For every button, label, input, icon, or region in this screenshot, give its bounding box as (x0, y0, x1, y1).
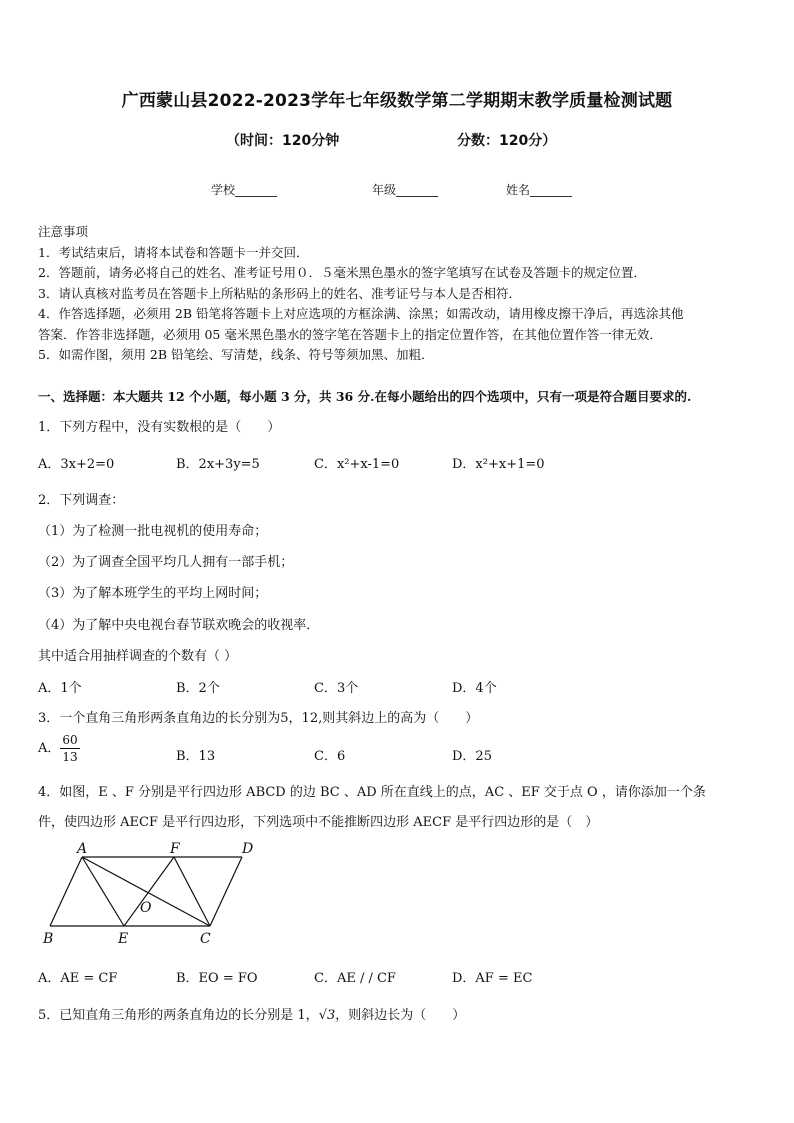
label-F: F (170, 841, 180, 857)
q1-option-d: D．x²+x+1=0 (452, 457, 545, 472)
section-heading: 一、选择题：本大题共 12 个小题，每小题 3 分，共 36 分.在每小题给出的四个选项中，只有一项是符合题目要求的. (38, 389, 692, 404)
q2-item: （1）为了检测一批电视机的使用寿命； (38, 524, 268, 539)
page-title: 广西蒙山县2022-2023学年七年级数学第二学期期末教学质量检测试题 (121, 91, 673, 111)
q4-line1: 4．如图，E 、F 分别是平行四边形 ABCD 的边 BC 、AD 所在直线上的点，AC 、EF 交于点 O ，请你添加一个条 (38, 785, 706, 800)
q5-stem-after: ，则斜边长为（ ） (335, 1008, 466, 1023)
q1-option-c: C．x²+x-1=0 (314, 457, 400, 472)
q2-option-c: C．3个 (314, 681, 359, 696)
q4-option-a: A．AE = CF (38, 971, 118, 986)
q3-stem: 3．一个直角三角形两条直角边的长分别为5，12,则其斜边上的高为（ ） (38, 711, 479, 726)
q3-option-c: C．6 (314, 749, 346, 764)
q4-option-c: C．AE / / CF (314, 971, 396, 986)
parallelogram-figure (40, 840, 270, 952)
time-limit: （时间：120分钟 (226, 133, 340, 149)
segment-AE (82, 857, 124, 926)
notice-item: 5．如需作图，须用 2B 铅笔绘、写清楚，线条、符号等须加黑、加粗． (38, 347, 434, 362)
notice-item: 答案．作答非选择题，必须用 05 毫米黑色墨水的签字笔在答题卡上的指定位置作答，在其他位置作答一律无效． (38, 326, 662, 342)
school-field: 学校_______ (211, 183, 278, 197)
q3-option-a (38, 732, 80, 765)
label-D: D (242, 841, 254, 857)
notice-item: 2．答题前，请务必将自己的姓名、准考证号用０．５毫米黑色墨水的签字笔填写在试卷及答题卡的规定位置． (38, 265, 646, 280)
q1-stem: 1．下列方程中，没有实数根的是（ ） (38, 420, 281, 435)
q1-option-b: B．2x+3y=5 (176, 457, 260, 472)
q5-stem-before: 5．已知直角三角形的两条直角边的长分别是 1， (38, 1008, 319, 1023)
segment-DC (210, 857, 242, 926)
q2-option-b: B．2个 (176, 681, 220, 696)
total-score: 分数：120分） (457, 133, 557, 149)
q2-question: 其中适合用抽样调查的个数有（ ） (38, 649, 238, 664)
segment-AB (50, 857, 82, 926)
q2-option-d: D．4个 (452, 681, 497, 696)
q3-option-b: B．13 (176, 749, 216, 764)
q3-fraction-numerator: 60 (62, 733, 78, 747)
q2-stem: 2．下列调查： (38, 493, 125, 508)
notice-item: 4．作答选择题，必须用 2B 铅笔将答题卡上对应选项的方框涂满、涂黑；如需改动，请用橡皮擦干净后，再选涂其他 (38, 306, 684, 321)
notice-item: 1．考试结束后，请将本试卷和答题卡一并交回． (38, 244, 309, 260)
q4-option-b: B．EO = FO (176, 971, 258, 986)
name-field: 姓名_______ (506, 183, 573, 197)
q5-stem (38, 1004, 465, 1023)
label-A: A (77, 841, 88, 857)
q3-fraction (60, 732, 79, 765)
q2-item: （2）为了调查全国平均几人拥有一部手机； (38, 555, 294, 570)
notice-block (38, 222, 758, 366)
q4-option-d: D．AF = EC (452, 971, 533, 986)
notice-heading: 注意事项 (38, 224, 89, 239)
q2-item: （4）为了解中央电视台春节联欢晚会的收视率． (38, 618, 320, 633)
label-O: O (140, 900, 152, 916)
notice-item: 3．请认真核对监考员在答题卡上所粘贴的条形码上的姓名、准考证号与本人是否相符． (38, 285, 521, 301)
label-C: C (200, 931, 211, 947)
q3-option-d: D．25 (452, 749, 492, 764)
q3-option-a-label: A． (38, 741, 61, 756)
label-E: E (118, 931, 129, 947)
q2-item: （3）为了解本班学生的平均上网时间； (38, 586, 268, 601)
grade-field: 年级_______ (372, 183, 439, 197)
q3-fraction-denominator: 13 (62, 750, 78, 764)
q1-option-a: A．3x+2=0 (38, 457, 115, 472)
label-B: B (43, 931, 54, 947)
q4-line2: 件，使四边形 AECF 是平行四边形，下列选项中不能推断四边形 AECF 是平行四边形的是（ ） (38, 815, 599, 830)
q2-option-a: A．1个 (38, 681, 82, 696)
q5-sqrt-three: √3 (318, 1008, 336, 1023)
